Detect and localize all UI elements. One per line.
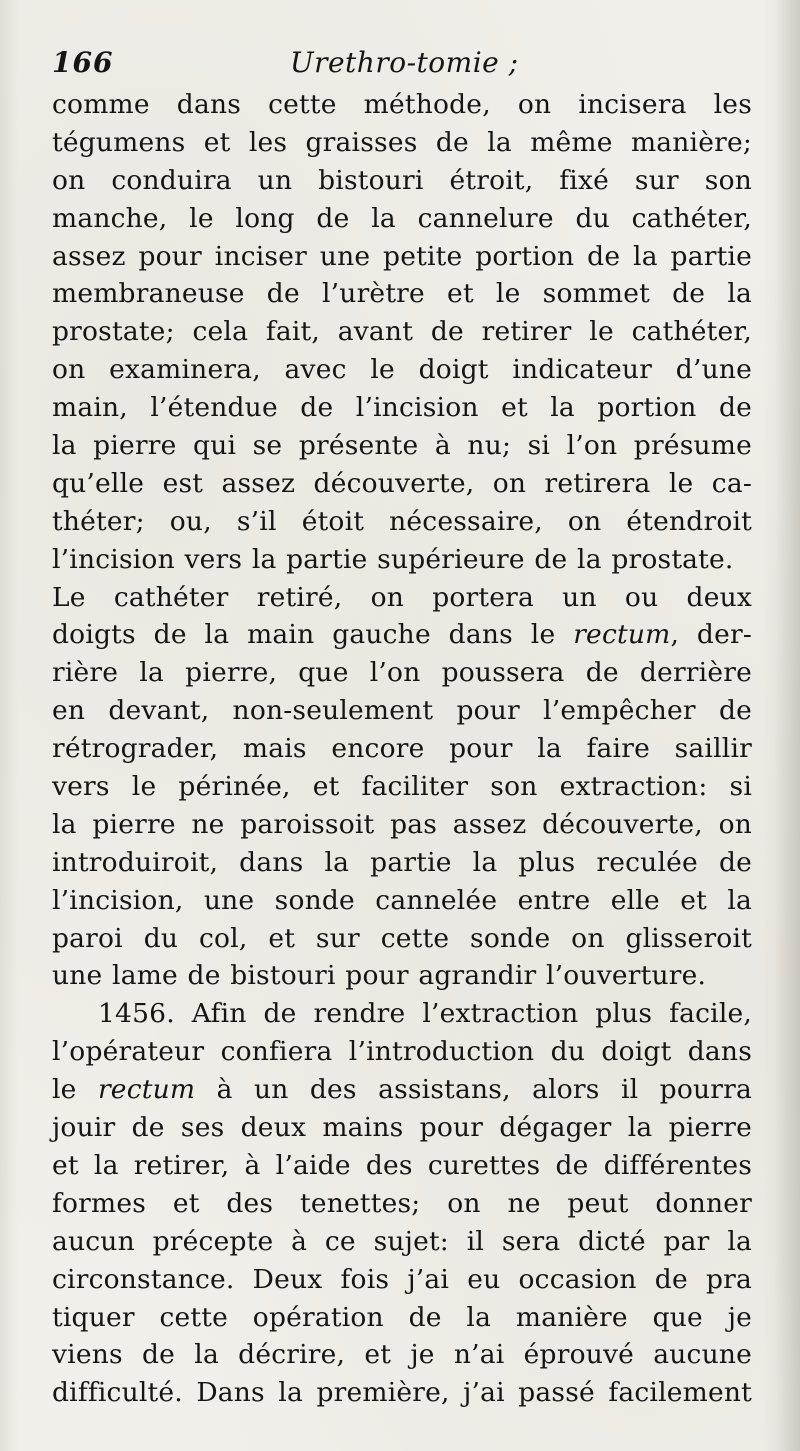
- text-line: et la retirer, à l’aide des curettes de différentes: [52, 1149, 752, 1181]
- text-line: difficulté. Dans la première, j’ai passé facilement: [52, 1377, 752, 1409]
- text-fragment: à un des assistans, alors il pourra: [195, 1074, 752, 1106]
- text-line: manche, le long de la cannelure du cathéter,: [52, 202, 752, 234]
- text-line: formes et des tenettes; on ne peut donner: [52, 1187, 752, 1219]
- text-fragment: , der-: [670, 619, 752, 651]
- body-text: [52, 86, 752, 1412]
- text-line: rière la pierre, que l’on poussera de derrière: [52, 657, 752, 689]
- text-line: introduiroit, dans la partie la plus reculée de: [52, 846, 752, 878]
- text-line: circonstance. Deux fois j’ai eu occasion de pra: [52, 1263, 752, 1295]
- text-line: assez pour inciser une petite portion de la partie: [52, 240, 752, 272]
- text-line: tégumens et les graisses de la même manière;: [52, 126, 752, 158]
- text-line: jouir de ses deux mains pour dégager la pierre: [52, 1112, 752, 1144]
- text-line: en devant, non-seulement pour l’empêcher de: [52, 695, 752, 727]
- text-line: 1456. Afin de rendre l’extraction plus facile,: [98, 998, 752, 1030]
- text-line: qu’elle est assez découverte, on retirera le ca-: [52, 467, 752, 499]
- text-line: on examinera, avec le doigt indicateur d’une: [52, 354, 752, 386]
- page-edge-shadow: [762, 0, 800, 1451]
- text-line: membraneuse de l’urètre et le sommet de la: [52, 278, 752, 310]
- text-line: la pierre qui se présente à nu; si l’on présume: [52, 430, 752, 462]
- text-line: on conduira un bistouri étroit, fixé sur son: [52, 164, 752, 196]
- text-line: prostate; cela fait, avant de retirer le cathéter,: [52, 316, 752, 348]
- text-fragment: le: [52, 1074, 98, 1106]
- text-line: aucun précepte à ce sujet: il sera dicté par la: [52, 1225, 752, 1257]
- text-line: une lame de bistouri pour agrandir l’ouverture.: [52, 960, 707, 992]
- italic-term: rectum: [573, 619, 671, 651]
- text-line: la pierre ne paroissoit pas assez découverte, on: [52, 808, 752, 840]
- text-line: l’incision vers la partie supérieure de la prostate.: [52, 543, 734, 575]
- text-fragment: doigts de la main gauche dans le: [52, 619, 574, 651]
- text-line: paroi du col, et sur cette sonde on glisseroit: [52, 922, 752, 954]
- running-head: [52, 46, 752, 86]
- text-line: tiquer cette opération de la manière que je: [52, 1301, 752, 1333]
- text-line: théter; ou, s’il étoit nécessaire, on étendroit: [52, 505, 752, 537]
- text-line: comme dans cette méthode, on incisera les: [52, 89, 752, 120]
- text-line: [52, 616, 752, 654]
- text-line: viens de la décrire, et je n’ai éprouvé aucune: [52, 1339, 752, 1371]
- italic-term: rectum: [97, 1074, 196, 1106]
- text-line: [52, 1071, 752, 1109]
- text-line: rétrograder, mais encore pour la faire saillir: [52, 733, 752, 765]
- page-number: 166: [52, 46, 114, 79]
- text-line: Le cathéter retiré, on portera un ou deux: [52, 581, 752, 613]
- text-line: l’opérateur confiera l’introduction du doigt dans: [52, 1036, 752, 1068]
- running-title: Urethro-tomie ;: [290, 46, 519, 79]
- text-line: main, l’étendue de l’incision et la portion de: [52, 392, 752, 424]
- text-line: l’incision, une sonde cannelée entre elle et la: [52, 884, 752, 916]
- text-line: vers le périnée, et faciliter son extraction: si: [52, 771, 752, 803]
